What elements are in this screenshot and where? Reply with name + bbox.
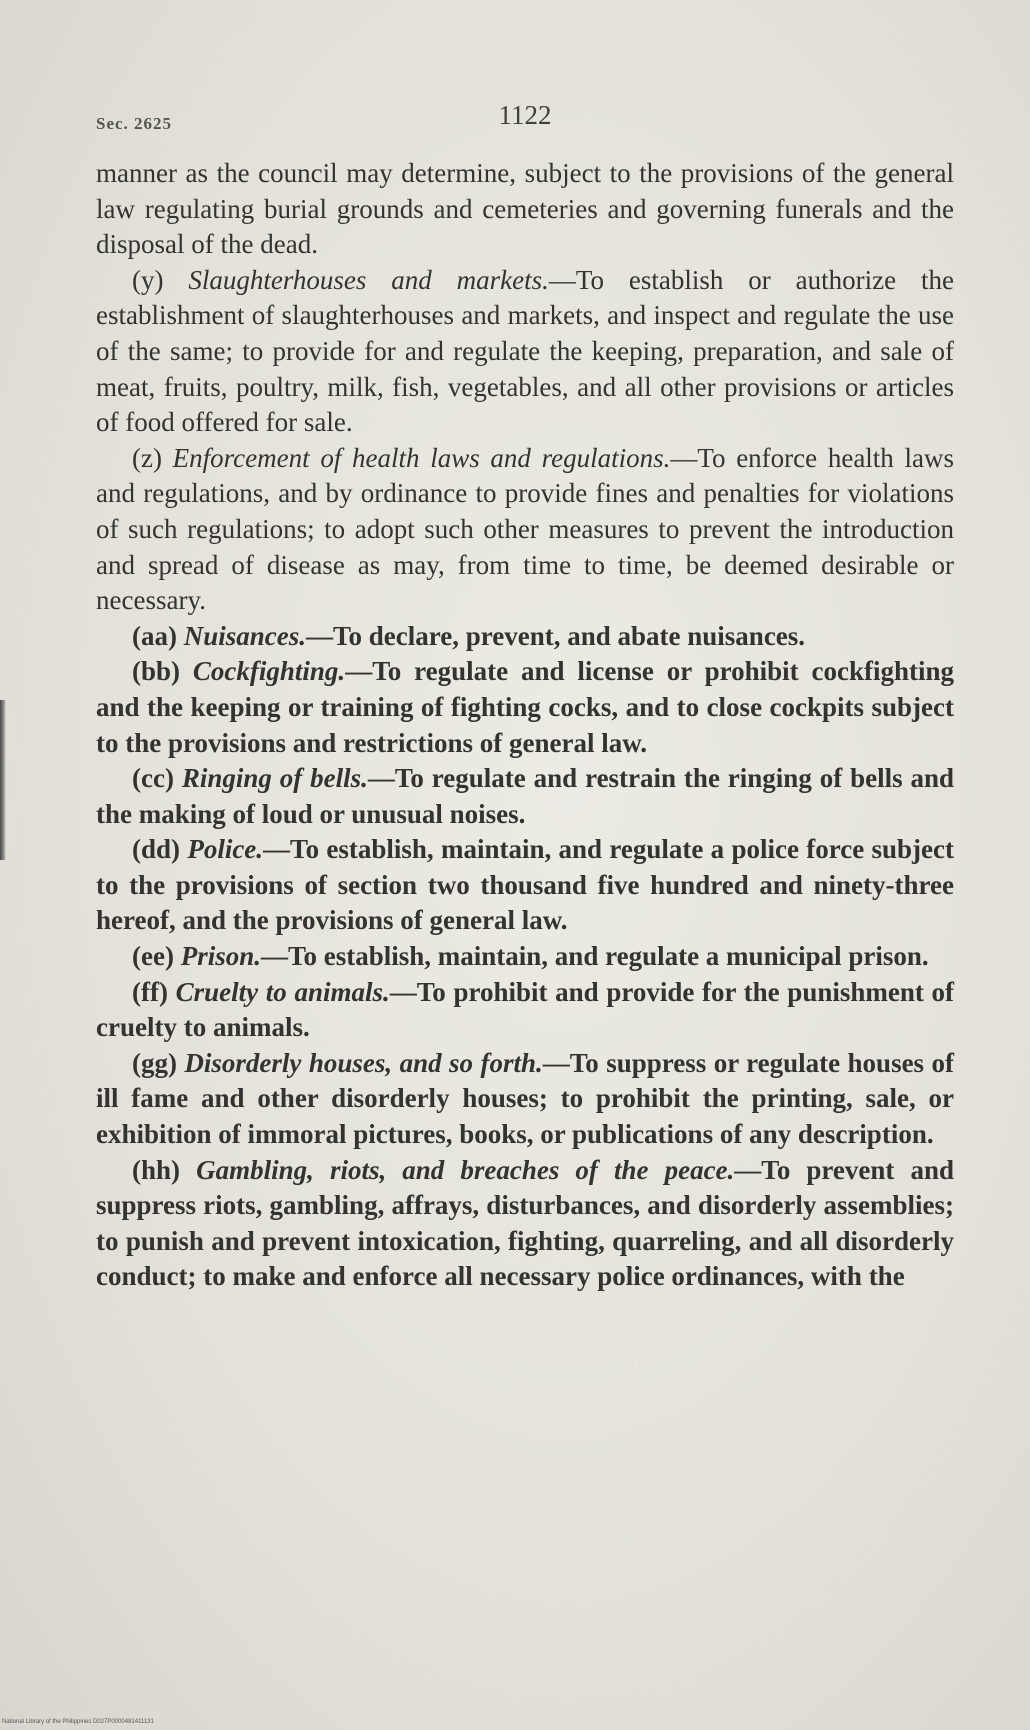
page-number: 1122 — [498, 100, 552, 130]
paragraph-text: —To regulate and restrain the ringing of bells and the making of loud or unusual noises. — [96, 763, 955, 829]
section-reference: Sec. 2625 — [96, 114, 173, 133]
paragraph-y — [96, 263, 954, 441]
paragraph-continuation — [96, 156, 954, 263]
paragraph-dd — [96, 832, 954, 939]
paragraph-label: (ee) — [132, 941, 174, 972]
paragraph-cc — [96, 761, 954, 832]
paragraph-heading: Disorderly houses, and so forth. — [184, 1047, 543, 1078]
paragraph-text: —To establish or authorize the establishment of slaughterhouses and markets, and inspect and regulate the use of the same; to provide for and regulate the keeping, preparation, and sale of meat, fruits, poultry, milk, fish, vegetables, and all other provisions or articles of food offered for sale. — [96, 264, 954, 438]
paragraph-heading: Enforcement of health laws and regulations. — [172, 442, 671, 473]
paragraph-heading: Ringing of bells. — [181, 763, 368, 794]
paragraph-heading: Slaughterhouses and markets. — [188, 264, 549, 295]
paragraph-heading: Cockfighting. — [192, 656, 346, 687]
body-text — [96, 156, 954, 1295]
paragraph-label: (z) — [132, 442, 162, 473]
paragraph-ee — [96, 939, 954, 975]
paragraph-label: (gg) — [132, 1047, 177, 1078]
paragraph-label: (y) — [132, 264, 164, 295]
paragraph-heading: Police. — [187, 834, 264, 865]
paragraph-text: —To declare, prevent, and abate nuisances. — [306, 620, 806, 651]
archive-credit: National Library of the Philippines D027P0000481411131 — [2, 1719, 154, 1725]
paragraph-text: manner as the council may determine, subject to the provisions of the general law regulating burial grounds and cemeteries and governing funerals and the disposal of the dead. — [96, 158, 954, 260]
paragraph-heading: Nuisances. — [183, 620, 306, 651]
paragraph-text: —To suppress or regulate houses of ill fame and other disorderly houses; to prohibit the printing, sale, or exhibition of immoral pictures, books, or publications of any description. — [96, 1047, 954, 1150]
paragraph-label: (aa) — [132, 620, 177, 651]
paragraph-heading: Gambling, riots, and breaches of the peace. — [196, 1154, 735, 1185]
paragraph-label: (dd) — [132, 834, 181, 865]
paragraph-text: —To establish, maintain, and regulate a municipal prison. — [260, 941, 929, 972]
paragraph-text: —To enforce health laws and regulations, and by ordinance to provide fines and penalties for violations of such regulations; to adopt such other measures to prevent the introduction and spread of disease as may, from time to time, be deemed desirable or necessary. — [96, 442, 954, 616]
paragraph-bb — [96, 654, 954, 761]
paragraph-label: (hh) — [132, 1154, 181, 1185]
paragraph-ff — [96, 975, 954, 1046]
paragraph-text: —To prohibit and provide for the punishment of cruelty to animals. — [96, 976, 955, 1043]
paragraph-text: —To establish, maintain, and regulate a police force subject to the provisions of section two thousand five hundred and ninety-three hereof, and the provisions of general law. — [96, 834, 955, 936]
paragraph-heading: Cruelty to animals. — [175, 976, 390, 1007]
paragraph-label: (cc) — [132, 763, 174, 794]
paragraph-gg — [96, 1046, 954, 1153]
paragraph-hh — [96, 1153, 954, 1295]
paragraph-text: —To prevent and suppress riots, gambling, affrays, disturbances, and disorderly assemblies; to punish and prevent intoxication, fighting, quarreling, and all disorderly conduct; to make and enforce all necessary police ordinances, with the — [96, 1154, 954, 1292]
paragraph-label: (ff) — [132, 976, 168, 1007]
paragraph-text: —To regulate and license or prohibit cockfighting and the keeping or training of fighting cocks, and to close cockpits subject to the provisions and restrictions of general law. — [96, 656, 955, 758]
page-binding-shadow — [0, 700, 6, 860]
paragraph-aa — [96, 619, 954, 655]
paragraph-z — [96, 441, 954, 619]
paragraph-label: (bb) — [132, 656, 181, 687]
paragraph-heading: Prison. — [180, 941, 261, 972]
page-header — [96, 100, 954, 140]
